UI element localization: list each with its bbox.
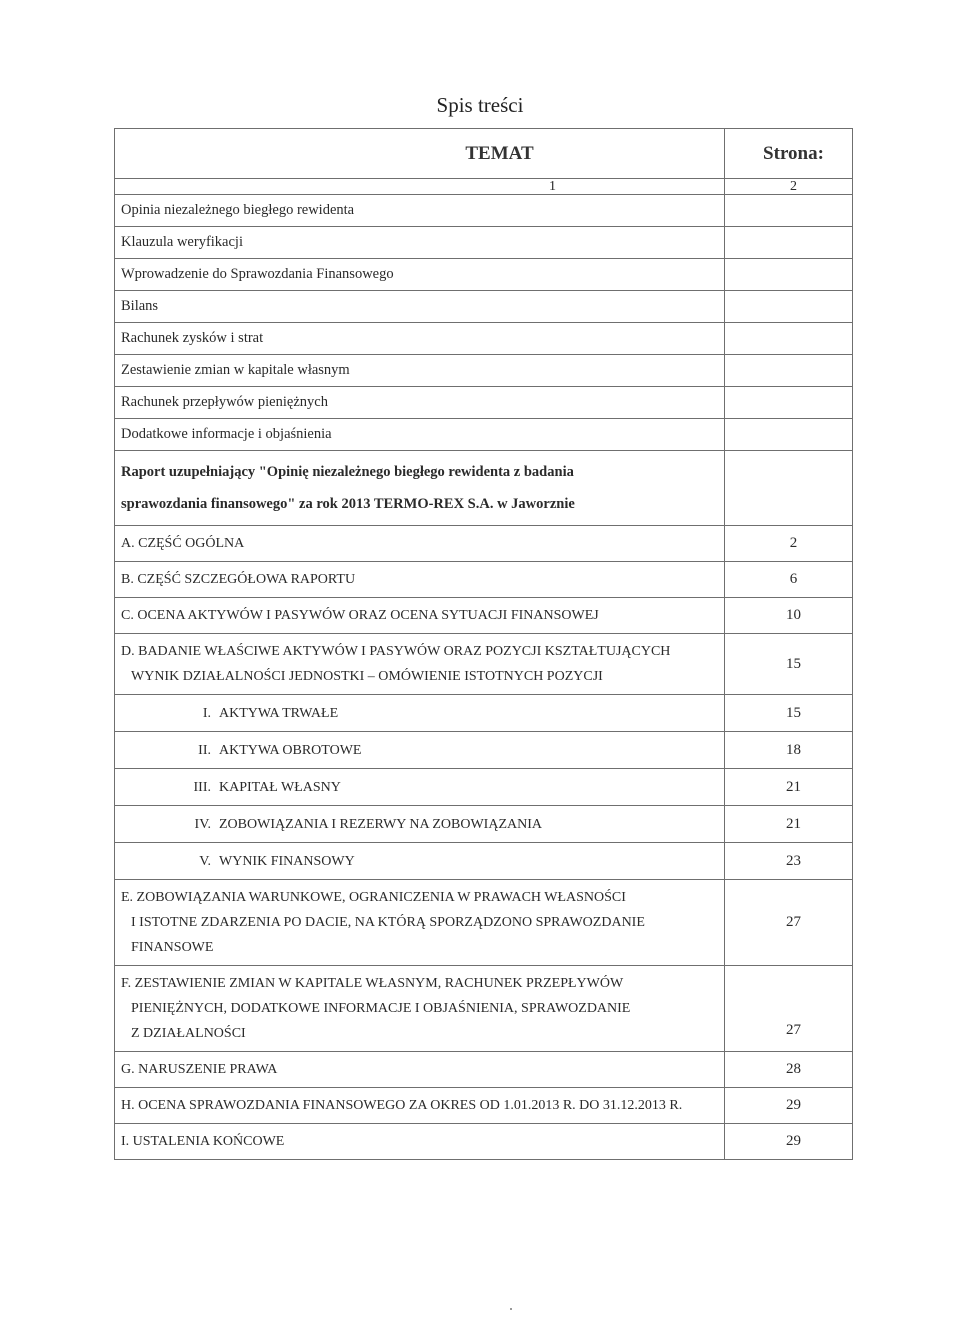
toc-entry: Zestawienie zmian w kapitale własnym	[115, 355, 725, 387]
toc-entry	[115, 806, 725, 843]
table-of-contents	[114, 128, 853, 1160]
toc-entry: A. CZĘŚĆ OGÓLNA	[115, 526, 725, 562]
toc-page: 29	[725, 1088, 853, 1124]
toc-entry	[115, 843, 725, 880]
toc-row-subsection	[115, 843, 853, 880]
toc-page: 23	[725, 843, 853, 880]
toc-row	[115, 419, 853, 451]
toc-page: 15	[725, 634, 853, 695]
subsection-title: AKTYWA TRWAŁE	[219, 705, 339, 721]
roman-numeral: III.	[193, 779, 211, 795]
toc-entry	[115, 695, 725, 732]
section-d-line-2: WYNIK DZIAŁALNOŚCI JEDNOSTKI – OMÓWIENIE ISTOTNYCH POZYCJI	[131, 669, 603, 684]
toc-entry-section-d	[115, 634, 725, 695]
toc-row-section-a	[115, 526, 853, 562]
toc-entry: Rachunek przepływów pieniężnych	[115, 387, 725, 419]
toc-page	[725, 291, 853, 323]
toc-row	[115, 387, 853, 419]
toc-row-section-c	[115, 598, 853, 634]
column-number-row	[115, 179, 853, 195]
roman-numeral: I.	[202, 705, 211, 721]
section-e-line-2: I ISTOTNE ZDARZENIA PO DACIE, NA KTÓRĄ SPORZĄDZONO SPRAWOZDANIE	[131, 915, 645, 930]
toc-entry: Bilans	[115, 291, 725, 323]
toc-page: 6	[725, 562, 853, 598]
toc-entry: Rachunek zysków i strat	[115, 323, 725, 355]
toc-page	[725, 419, 853, 451]
toc-page: 10	[725, 598, 853, 634]
toc-page	[725, 355, 853, 387]
toc-row-section-h	[115, 1088, 853, 1124]
column-header-page: Strona:	[725, 129, 853, 179]
subsection-title: WYNIK FINANSOWY	[219, 853, 355, 869]
roman-numeral: II.	[198, 742, 211, 758]
subsection-title: KAPITAŁ WŁASNY	[219, 779, 341, 795]
toc-page	[725, 323, 853, 355]
toc-page: 21	[725, 806, 853, 843]
toc-entry: C. OCENA AKTYWÓW I PASYWÓW ORAZ OCENA SYTUACJI FINANSOWEJ	[115, 598, 725, 634]
toc-page: 27	[725, 966, 853, 1052]
toc-page: 18	[725, 732, 853, 769]
toc-row-section-g	[115, 1052, 853, 1088]
toc-row-section-e	[115, 880, 853, 966]
toc-page: 28	[725, 1052, 853, 1088]
subsection-title: ZOBOWIĄZANIA I REZERWY NA ZOBOWIĄZANIA	[219, 816, 542, 832]
toc-entry	[115, 732, 725, 769]
column-number-topic: 1	[115, 179, 725, 195]
scan-speck	[510, 1308, 512, 1310]
report-line-2: sprawozdania finansowego" za rok 2013 TERMO-REX S.A. w Jaworznie	[121, 496, 575, 512]
toc-row-section-d	[115, 634, 853, 695]
toc-page: 2	[725, 526, 853, 562]
toc-row	[115, 291, 853, 323]
section-d-line-1: D. BADANIE WŁAŚCIWE AKTYWÓW I PASYWÓW ORAZ POZYCJI KSZTAŁTUJĄCYCH	[121, 644, 671, 659]
subsection-title: AKTYWA OBROTOWE	[219, 742, 362, 758]
table-header-row	[115, 129, 853, 179]
toc-row-section-i	[115, 1124, 853, 1160]
toc-entry: I. USTALENIA KOŃCOWE	[115, 1124, 725, 1160]
toc-entry: Klauzula weryfikacji	[115, 227, 725, 259]
section-e-line-1: E. ZOBOWIĄZANIA WARUNKOWE, OGRANICZENIA W PRAWACH WŁASNOŚCI	[121, 890, 626, 905]
toc-page	[725, 387, 853, 419]
toc-page	[725, 259, 853, 291]
toc-entry: B. CZĘŚĆ SZCZEGÓŁOWA RAPORTU	[115, 562, 725, 598]
toc-page	[725, 451, 853, 526]
section-e-line-3: FINANSOWE	[131, 940, 214, 955]
toc-page: 21	[725, 769, 853, 806]
column-number-page: 2	[725, 179, 853, 195]
toc-row-subsection	[115, 695, 853, 732]
page-title: Spis treści	[436, 93, 524, 117]
toc-entry: Dodatkowe informacje i objaśnienia	[115, 419, 725, 451]
toc-row-section-f	[115, 966, 853, 1052]
toc-entry: H. OCENA SPRAWOZDANIA FINANSOWEGO ZA OKRES OD 1.01.2013 R. DO 31.12.2013 R.	[115, 1088, 725, 1124]
toc-row-subsection	[115, 732, 853, 769]
toc-entry	[115, 769, 725, 806]
section-f-line-2: PIENIĘŻNYCH, DODATKOWE INFORMACJE I OBJAŚNIENIA, SPRAWOZDANIE	[131, 1001, 631, 1016]
toc-entry-report	[115, 451, 725, 526]
toc-entry: Opinia niezależnego biegłego rewidenta	[115, 195, 725, 227]
toc-entry-section-e	[115, 880, 725, 966]
toc-row-section-b	[115, 562, 853, 598]
toc-entry: Wprowadzenie do Sprawozdania Finansowego	[115, 259, 725, 291]
toc-page	[725, 195, 853, 227]
toc-row	[115, 195, 853, 227]
toc-row	[115, 323, 853, 355]
toc-page	[725, 227, 853, 259]
toc-row-subsection	[115, 769, 853, 806]
roman-numeral: V.	[199, 853, 211, 869]
toc-entry: G. NARUSZENIE PRAWA	[115, 1052, 725, 1088]
toc-row-subsection	[115, 806, 853, 843]
report-line-1: Raport uzupełniający "Opinię niezależnego biegłego rewidenta z badania	[121, 464, 574, 480]
toc-row	[115, 355, 853, 387]
section-f-line-1: F. ZESTAWIENIE ZMIAN W KAPITALE WŁASNYM, RACHUNEK PRZEPŁYWÓW	[121, 976, 624, 991]
roman-numeral: IV.	[194, 816, 211, 832]
toc-page: 15	[725, 695, 853, 732]
toc-entry-section-f	[115, 966, 725, 1052]
toc-row-report	[115, 451, 853, 526]
toc-row	[115, 259, 853, 291]
toc-row	[115, 227, 853, 259]
toc-page: 29	[725, 1124, 853, 1160]
column-header-topic: TEMAT	[115, 129, 725, 179]
toc-page: 27	[725, 880, 853, 966]
section-f-line-3: Z DZIAŁALNOŚCI	[131, 1026, 246, 1041]
